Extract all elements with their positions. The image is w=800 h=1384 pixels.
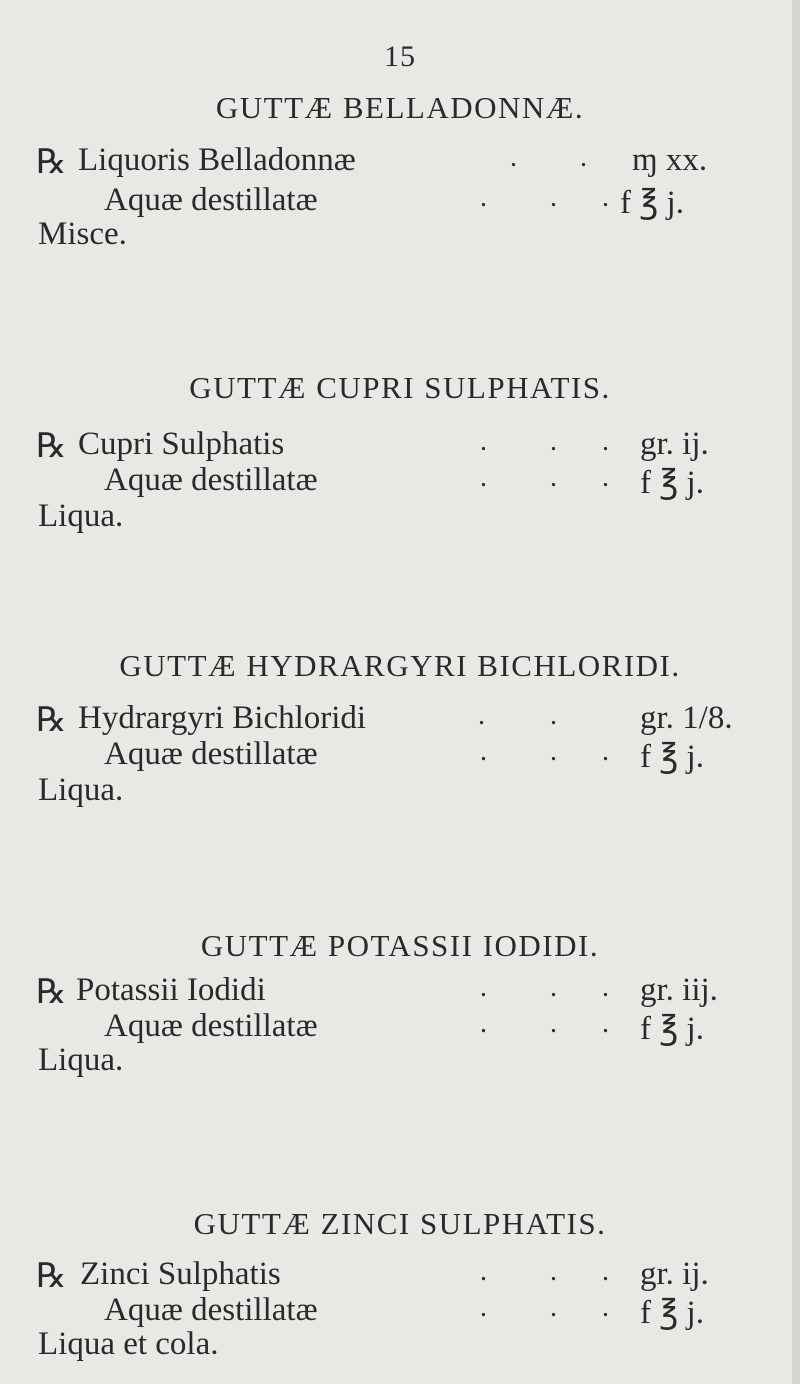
ingredient-line: ℞ Hydrargyri Bichloridi . . gr. 1/8. — [36, 700, 733, 739]
ingredient-quantity: gr. ij. — [640, 1256, 709, 1292]
ingredient-quantity: gr. iij. — [640, 972, 718, 1008]
instruction-line — [0, 772, 800, 820]
ingredient-name: Aquæ destillatæ — [104, 1008, 318, 1044]
section-title: GUTTÆ BELLADONNÆ. — [215, 90, 585, 125]
ingredient-name: Aquæ destillatæ — [104, 736, 318, 772]
ingredient-quantity: f ℥ j. — [640, 1011, 704, 1047]
instruction-line — [0, 1326, 800, 1374]
rx-symbol: ℞ — [36, 702, 67, 739]
ingredient-name: Potassii Iodidi — [76, 972, 266, 1008]
ingredient-name: Liquoris Belladonnæ — [78, 142, 356, 178]
ingredient-name: Aquæ destillatæ — [104, 1292, 318, 1328]
ingredient-line: Aquæ destillatæ . . . f ℥ j. — [104, 462, 704, 501]
instruction: Liqua. — [38, 498, 124, 534]
ingredient-line: Aquæ destillatæ . . . f ℥ j. — [104, 736, 704, 775]
ingredient-line: ℞ Cupri Sulphatis . . . gr. ij. — [36, 426, 709, 465]
ingredient-line: Aquæ destillatæ . . . f ℥ j. — [104, 1008, 704, 1047]
ingredient-line: Aquæ destillatæ . . . f ℥ j. — [104, 182, 684, 221]
ingredient-name: Aquæ destillatæ — [104, 182, 318, 218]
instruction: Liqua et cola. — [38, 1326, 219, 1362]
ingredient-quantity: gr. ij. — [640, 426, 709, 462]
instruction: Liqua. — [38, 1042, 124, 1078]
ingredient-name: Hydrargyri Bichloridi — [78, 700, 367, 736]
rx-symbol: ℞ — [36, 974, 67, 1011]
ingredient-quantity: f ℥ j. — [640, 739, 704, 775]
ingredient-quantity: f ℥ j. — [640, 465, 704, 501]
section-title: GUTTÆ POTASSII IODIDI. — [200, 928, 600, 963]
instruction-line — [0, 498, 800, 546]
instruction-line — [0, 216, 800, 264]
ingredient-line: ℞ Liquoris Belladonnæ . . ɱ xx. — [36, 142, 708, 181]
rx-symbol: ℞ — [36, 144, 67, 181]
ingredient-line: ℞ Zinci Sulphatis . . . gr. ij. — [36, 1256, 709, 1295]
ingredient-quantity: gr. 1/8. — [640, 700, 733, 736]
instruction: Liqua. — [38, 772, 124, 808]
instruction-line — [0, 1042, 800, 1090]
ingredient-quantity: f ℥ j. — [640, 1295, 704, 1331]
page-edge — [792, 0, 800, 1384]
section-title: GUTTÆ CUPRI SULPHATIS. — [189, 370, 611, 405]
instruction: Misce. — [38, 216, 127, 252]
rx-symbol: ℞ — [36, 428, 67, 465]
ingredient-line: Aquæ destillatæ . . . f ℥ j. — [104, 1292, 704, 1331]
ingredient-name: Zinci Sulphatis — [80, 1256, 281, 1292]
page-number: 15 — [384, 40, 416, 73]
ingredient-name: Cupri Sulphatis — [78, 426, 285, 462]
ingredient-quantity: ɱ xx. — [632, 142, 708, 178]
ingredient-quantity: f ℥ j. — [620, 185, 684, 221]
section-title: GUTTÆ HYDRARGYRI BICHLORIDI. — [119, 648, 681, 683]
ingredient-line: ℞ Potassii Iodidi . . . gr. iij. — [36, 972, 718, 1011]
section-title: GUTTÆ ZINCI SULPHATIS. — [193, 1206, 607, 1241]
ingredient-name: Aquæ destillatæ — [104, 462, 318, 498]
rx-symbol: ℞ — [36, 1258, 67, 1295]
